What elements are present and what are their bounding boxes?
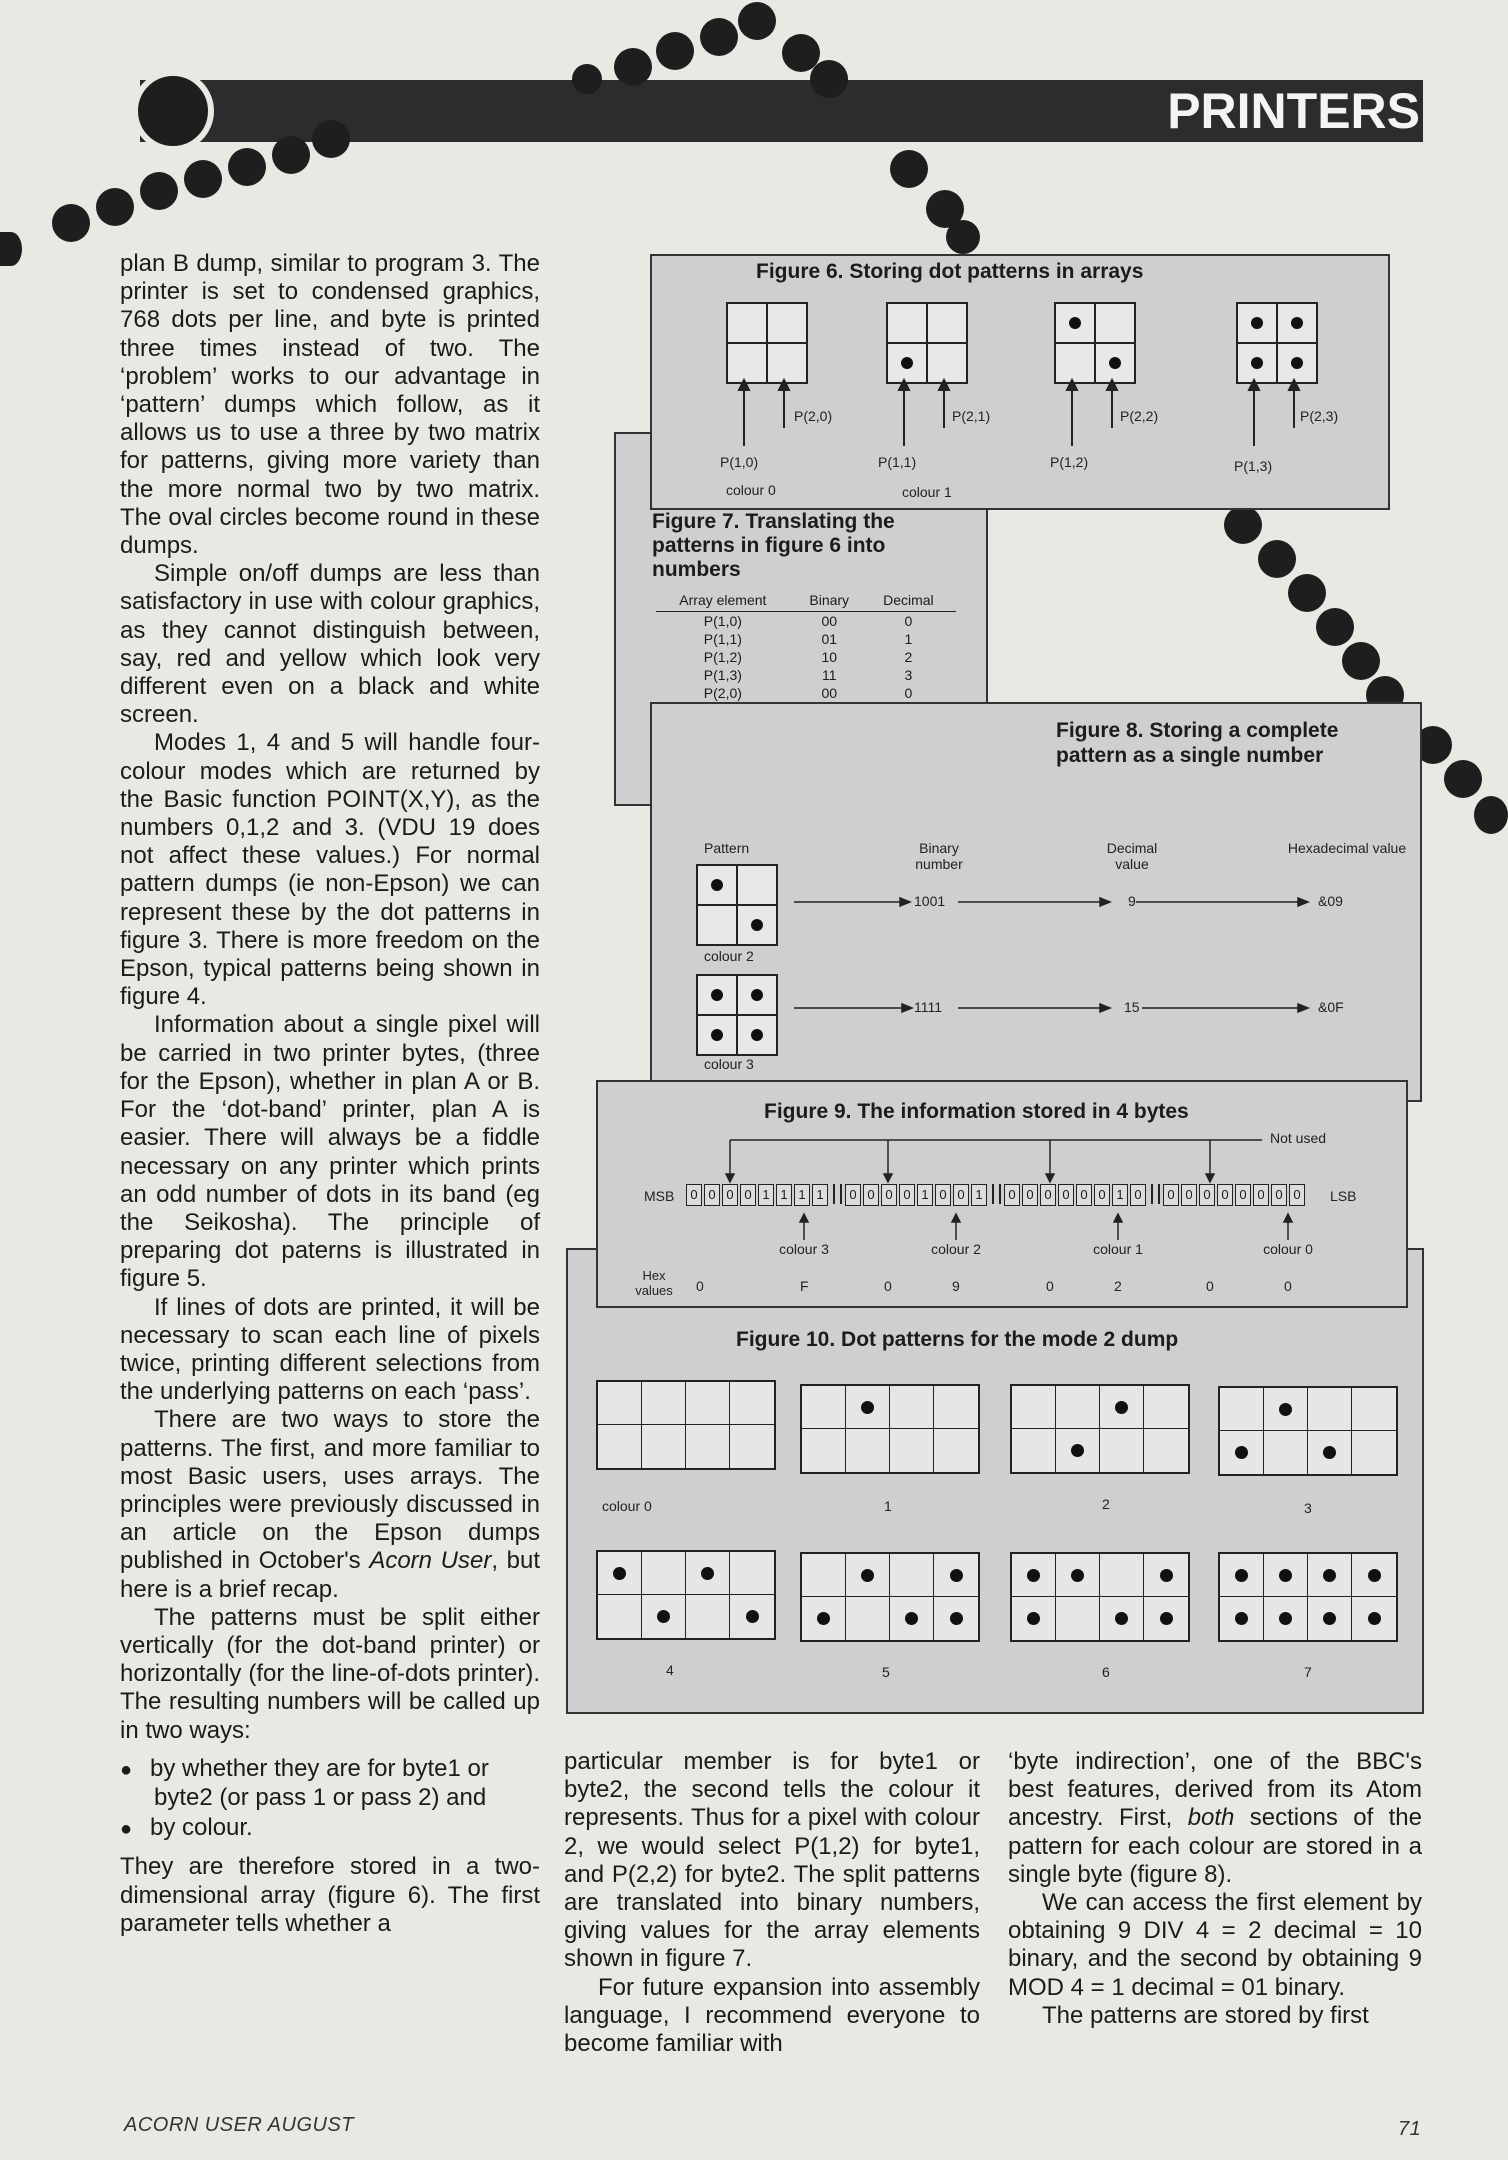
column-header: Pattern [704,840,750,856]
paragraph [1008,1748,1422,1889]
array-label: P(2,3) [1300,408,1339,424]
array-label: P(1,0) [720,454,759,470]
body-column-1 [120,250,540,1938]
colour-label: colour 0 [1263,1241,1313,1257]
bullet-item: ● by whether they are for byte1 or byte2 (or pass 1 or pass 2) and [120,1755,540,1812]
hex-digit: 0 [884,1278,892,1294]
paragraph: We can access the first element by obtaining 9 DIV 4 = 2 decimal = 10 binary, and the second by obtaining 9 MOD 4 = 1 decimal = 01 binary. [1008,1889,1422,2001]
table-row: P(1,0) 00 0 [703,613,913,629]
paragraph: plan B dump, similar to program 3. The printer is set to condensed graphics, 768 dots per line, and byte is printed three times instead of two. The ‘problem’ works to our advantage in ‘pattern’ dumps which follow, as it allows us to use a three by two matrix for patterns, giving more variety than the more normal two by two matrix. The oval circles become round in these dumps. [120,250,540,560]
pattern-label: 6 [1102,1664,1110,1680]
hex-digit: 0 [696,1278,704,1294]
array-label: P(1,1) [878,454,917,470]
dot-pattern [1010,1552,1190,1642]
lsb-label: LSB [1330,1188,1357,1204]
decimal-value: 9 [1128,893,1136,909]
figure-6 [650,254,1390,510]
array-label: P(2,2) [1120,408,1159,424]
hex-digit: 0 [1046,1278,1054,1294]
colour-label: colour 1 [1093,1241,1143,1257]
hex-value: &09 [1318,893,1343,909]
paragraph: Simple on/off dumps are less than satisfactory in use with colour graphics, as they cannot distinguish between, say, red and yellow which look very different even on a black and white screen. [120,560,540,729]
pattern-label: 3 [1304,1500,1312,1516]
colour-label: colour 1 [902,484,952,500]
section-title: PRINTERS [1167,83,1420,139]
figure-7-title: Figure 7. Translating the patterns in figure 6 into numbers [652,510,895,581]
hex-digit: 9 [952,1278,960,1294]
dot-pattern [596,1380,776,1470]
figure-6-title: Figure 6. Storing dot patterns in arrays [756,260,1144,283]
figure-10 [566,1248,1424,1714]
hex-label: Hex values [635,1268,673,1298]
binary-value: 1111 [914,999,943,1015]
acorn-logo [132,70,214,152]
binary-value: 1001 [914,893,946,909]
text-run: sections of the pattern for each colour are stored in a single byte (figure 8). [1008,1804,1422,1888]
dot-pattern [800,1384,980,1474]
paragraph: For future expansion into assembly language, I recommend everyone to become familiar with [564,1973,980,2058]
not-used-label: Not used [1266,1130,1326,1146]
table-header: Decimal [869,592,956,612]
table-header: Binary [798,592,869,612]
dot-pattern [1218,1552,1398,1642]
array-label: P(1,2) [1050,454,1089,470]
colour-label: colour 3 [779,1241,829,1257]
colour-label: colour 2 [704,948,754,964]
magazine-name: Acorn User [369,1547,492,1575]
column-header: Decimal value [1106,840,1158,872]
dot-pattern [800,1552,980,1642]
paragraph: The patterns are stored by first [1042,2001,1369,2029]
hex-digit: 0 [1206,1278,1214,1294]
array-label: P(2,0) [794,408,833,424]
table-header: Array element [656,592,798,612]
pattern-label: 7 [1304,1664,1312,1680]
colour-label: colour 0 [726,482,776,498]
text-run: , but here is a brief recap. [120,1547,540,1603]
text-run: ‘byte indirection’, one of the BBC's best features, derived from its Atom ancestry. First, [1008,1748,1422,1832]
array-label: P(1,3) [1234,458,1273,474]
arrows [652,256,1388,508]
hex-digit: F [800,1278,809,1294]
dot-pattern [1218,1386,1398,1476]
emphasis: both [1187,1804,1235,1832]
pattern-label: 5 [882,1664,890,1680]
table-row: P(1,3) 11 3 [703,667,913,683]
decimal-value: 15 [1124,999,1140,1015]
body-column-3 [1008,1748,1422,2030]
paragraph: The patterns must be split either vertically (for the dot-band printer) or horizontally (for the line-of-dots printer). The resulting numbers will be called up in two ways: [120,1603,540,1744]
footer-publication: ACORN USER AUGUST [124,2114,355,2136]
paragraph: If lines of dots are printed, it will be necessary to scan each line of pixels twice, printing different selections from the underlying patterns on each ‘pass’. [120,1293,540,1406]
table-row: P(1,1) 01 1 [703,631,913,647]
paragraph: Information about a single pixel will be carried in two printer bytes, (three for the Epson), whether in plan A or B. For the ‘dot-band’ printer, plan A is easier. There will always be a fiddle necessary on any printer which prints an odd number of dots in its band (eg the Seikosha). The principle of preparing dot paterns is illustrated in figure 5. [120,1011,540,1293]
msb-label: MSB [644,1188,675,1204]
dot-pattern [596,1550,776,1640]
hex-digit: 0 [1284,1278,1292,1294]
paragraph: Modes 1, 4 and 5 will handle four-colour modes which are returned by the Basic function POINT(X,Y), as the numbers 0,1,2 and 3. (VDU 19 does not affect these values.) For normal pattern dumps (ie non-Epson) we can represent these by the dot patterns in figure 3. There is more freedom on the Epson, typical patterns being shown in figure 4. [120,729,540,1011]
table-row: P(1,2) 10 2 [703,649,913,665]
bit-register: 0 0 0 0 1 1 1 1 0 0 0 0 1 0 0 1 0 0 0 0 0 0 1 0 0 0 0 0 0 0 0 0 [686,1184,1307,1206]
colour-label: colour 3 [704,1056,754,1072]
paragraph [120,1406,540,1603]
paragraph: particular member is for byte1 or byte2, the second tells the colour it represents. Thus for a pixel with colour 2, we would select P(1,2) for byte1, and P(2,2) for byte2. The split patterns are translated into binary numbers, giving values for the array elements shown in figure 7. [564,1748,980,1973]
hex-value: &0F [1318,999,1344,1015]
column-header: Hexadecimal value [1287,840,1407,856]
figure-9 [596,1080,1408,1308]
conversion-arrows [652,704,1420,1100]
figure-8 [650,702,1422,1102]
figure-10-title: Figure 10. Dot patterns for the mode 2 dump [736,1328,1179,1351]
pattern-label: 2 [1102,1496,1110,1512]
text-run: There are two ways to store the patterns. The first, and more familiar to most Basic users, uses arrays. The principles were previously discussed in an article on the Epson dumps published in October's [120,1406,540,1575]
pattern-label: 4 [666,1662,674,1678]
figure-8-title: Figure 8. Storing a complete pattern as a single number [1056,719,1339,767]
pattern-label: 1 [884,1498,892,1514]
hex-digit: 2 [1114,1278,1122,1294]
pattern-label: colour 0 [602,1498,652,1514]
colour-label: colour 2 [931,1241,981,1257]
body-column-2 [564,1748,980,2058]
table-row: P(2,0) 00 0 [703,685,913,701]
page-number: 71 [1398,2118,1422,2140]
bullet-item: ● by colour. [120,1814,540,1843]
array-label: P(2,1) [952,408,991,424]
paragraph: They are therefore stored in a two-dimensional array (figure 6). The first parameter tells whether a [120,1853,540,1937]
dot-pattern [1010,1384,1190,1474]
figure-9-title: Figure 9. The information stored in 4 bytes [764,1100,1189,1123]
column-header: Binary number [915,840,963,872]
